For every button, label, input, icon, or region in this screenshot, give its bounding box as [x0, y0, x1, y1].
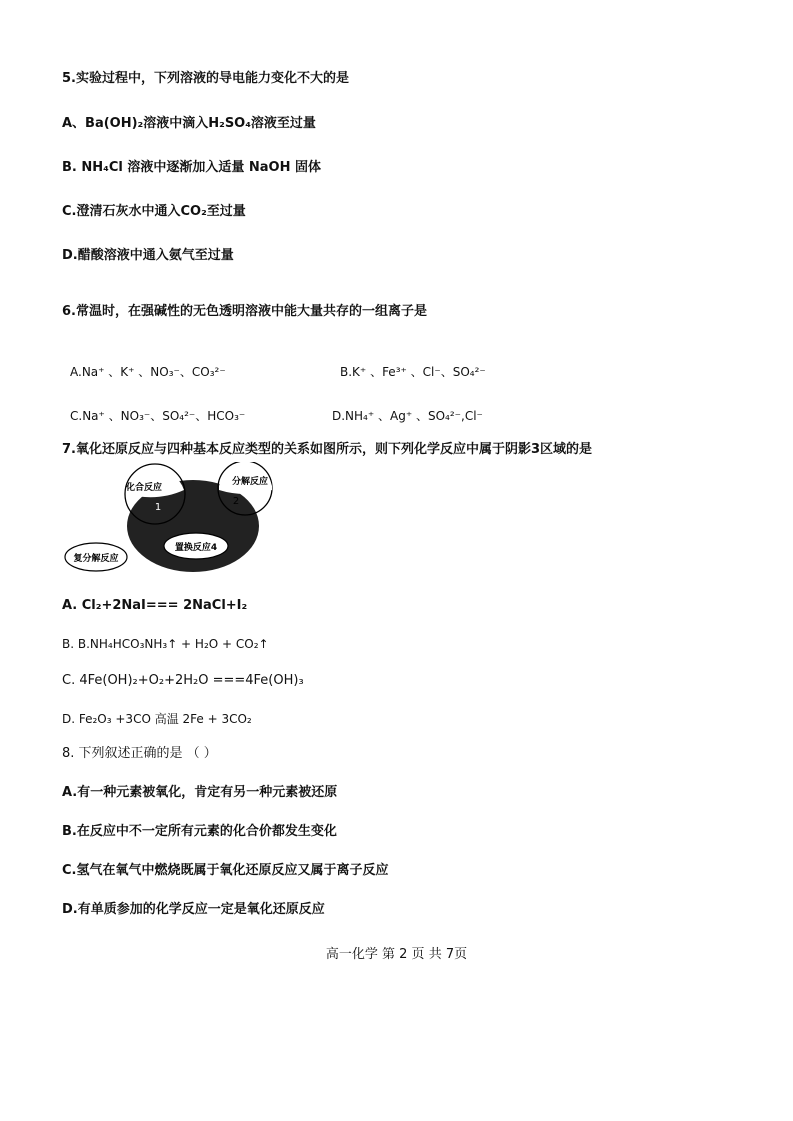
q8-stem: 8. 下列叙述正确的是 （ ） [62, 746, 217, 761]
q8-option-a: A.有一种元素被氧化，肯定有另一种元素被还原 [62, 785, 338, 800]
q5-option-a: A、Ba(OH)₂溶液中滴入H₂SO₄溶液至过量 [62, 116, 316, 131]
q6-stem: 6.常温时，在强碱性的无色透明溶液中能大量共存的一组离子是 [62, 304, 427, 319]
q8-option-d: D.有单质参加的化学反应一定是氧化还原反应 [62, 902, 325, 917]
region-2-label: 2 [232, 496, 240, 507]
q6-option-d: D.NH₄⁺ 、Ag⁺ 、SO₄²⁻,Cl⁻ [332, 409, 483, 423]
region-1-label: 1 [154, 502, 162, 513]
q7-option-c: C. 4Fe(OH)₂+O₂+2H₂O ===4Fe(OH)₃ [62, 673, 304, 688]
q5-option-b: B. NH₄Cl 溶液中逐渐加入适量 NaOH 固体 [62, 160, 321, 175]
q8-option-c: C.氢气在氧气中燃烧既属于氧化还原反应又属于离子反应 [62, 863, 389, 878]
q7-option-b: B. B.NH₄HCO₃NH₃↑ + H₂O + CO₂↑ [62, 637, 269, 651]
q7-option-d: D. Fe₂O₃ +3CO 高温 2Fe + 3CO₂ [62, 712, 252, 726]
q6-option-a: A.Na⁺ 、K⁺ 、NO₃⁻、CO₃²⁻ [70, 365, 226, 379]
displacement-label: 置换反应4 [174, 543, 218, 553]
decomposition-label: 分解反应 [231, 477, 269, 487]
page-footer: 高一化学 第 2 页 共 7页 [325, 947, 468, 962]
q6-option-b: B.K⁺ 、Fe³⁺ 、Cl⁻、SO₄²⁻ [340, 365, 486, 379]
combination-label: 化合反应 [125, 483, 163, 493]
q6-option-c: C.Na⁺ 、NO₃⁻、SO₄²⁻、HCO₃⁻ [70, 409, 246, 423]
reaction-type-diagram [60, 462, 280, 582]
q7-option-a: A. Cl₂+2NaI=== 2NaCl+I₂ [62, 598, 248, 613]
q7-stem: 7.氧化还原反应与四种基本反应类型的关系如图所示，则下列化学反应中属于阴影3区域的是 [62, 442, 593, 457]
q8-option-b: B.在反应中不一定所有元素的化合价都发生变化 [62, 824, 337, 839]
q5-stem: 5.实验过程中，下列溶液的导电能力变化不大的是 [62, 71, 349, 86]
q5-option-c: C.澄清石灰水中通入CO₂至过量 [62, 204, 246, 219]
q5-option-d: D.醋酸溶液中通入氨气至过量 [62, 248, 234, 263]
double-decomposition-label: 复分解反应 [73, 554, 119, 564]
